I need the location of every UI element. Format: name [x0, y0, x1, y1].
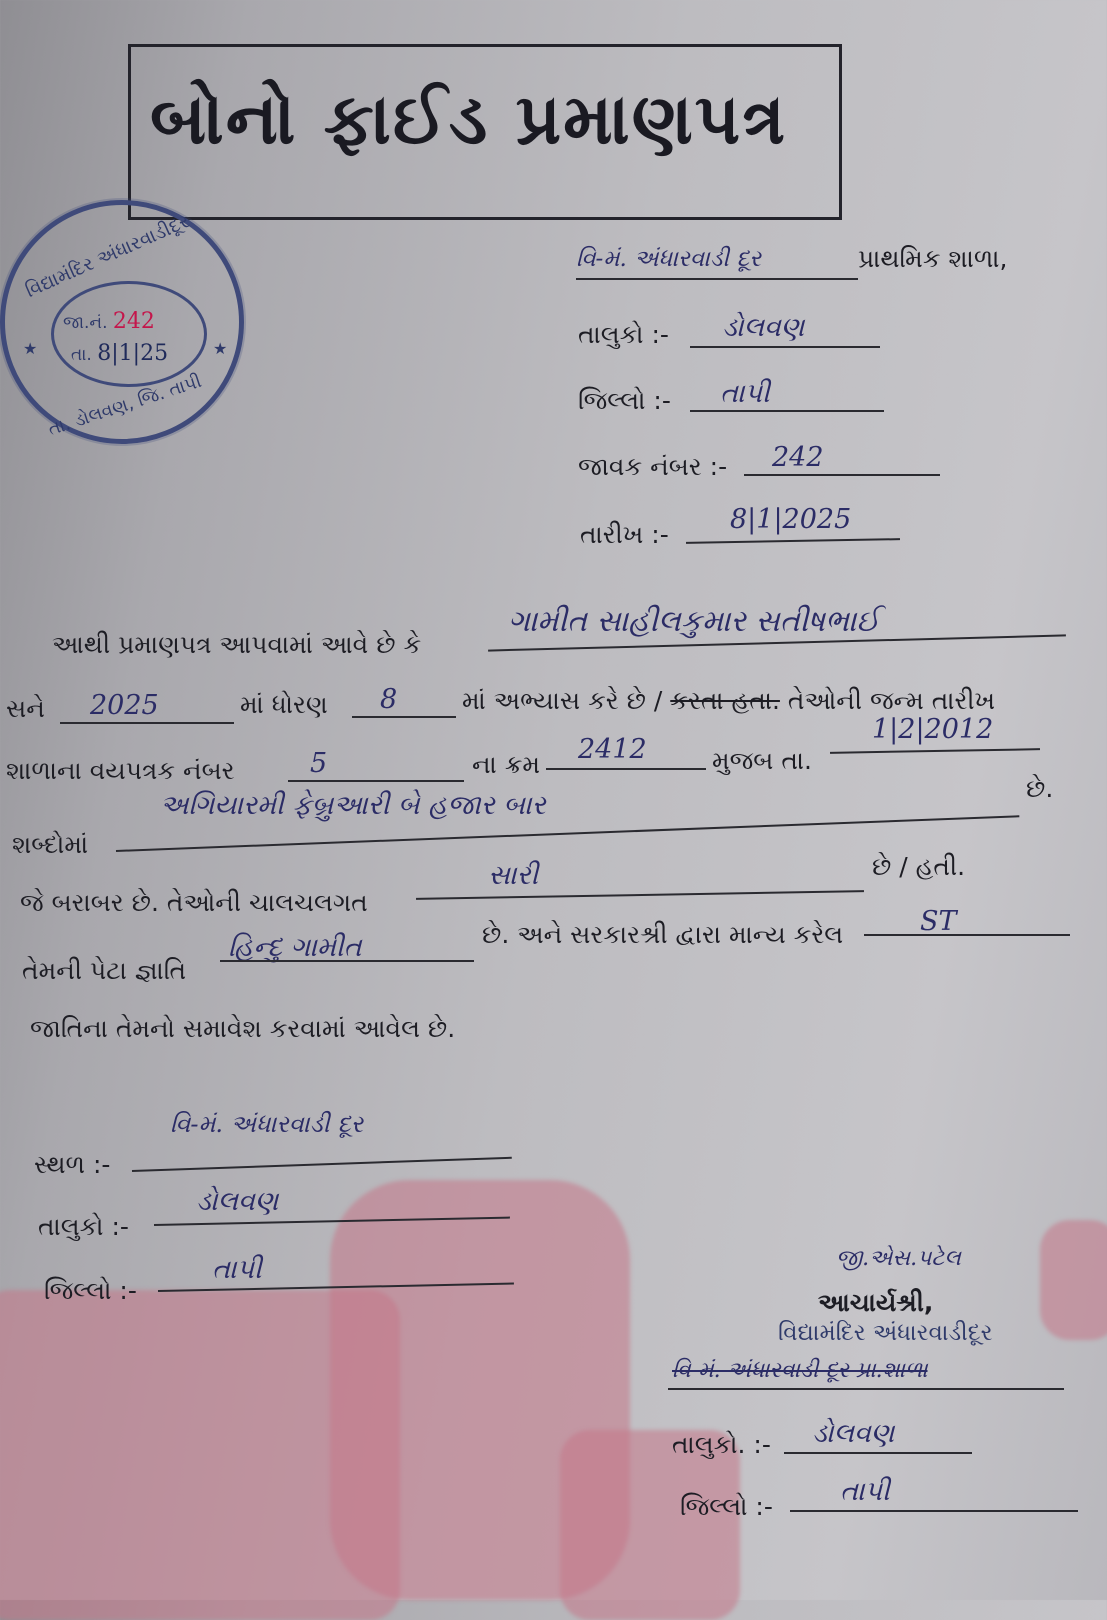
caste-prefix: તેમની પેટા જ્ઞાતિ: [22, 956, 187, 985]
study-text: [462, 686, 995, 716]
register-value: 5: [310, 748, 328, 779]
conduct-value: સારી: [488, 860, 539, 891]
footer-jilla-value: તાપી: [212, 1254, 262, 1285]
std-line: [352, 716, 456, 718]
mujab-label: મુજબ તા.: [712, 746, 812, 775]
che-end: છે.: [1026, 774, 1054, 803]
stamp-inner-ring: [51, 281, 207, 387]
kram-value: 2412: [578, 734, 647, 765]
principal-jilla-line: [790, 1510, 1078, 1512]
header-tarikh-value: 8|1|2025: [730, 504, 852, 535]
star-icon: ★: [213, 339, 228, 358]
category-value: ST: [920, 906, 957, 937]
footer-jilla-label: જિલ્લો :-: [44, 1276, 137, 1305]
kram-label: ના ક્રમ: [472, 750, 540, 779]
stamp-date-row: [71, 341, 168, 366]
stamp-date-label: તા.: [71, 345, 92, 365]
header-tarikh-line: [686, 538, 900, 544]
stamp-jan-row: [63, 309, 155, 334]
header-jilla-line: [690, 410, 884, 412]
conduct-suffix: છે / હતી.: [872, 852, 966, 881]
conduct-line: [416, 890, 864, 900]
header-javak-value: 242: [772, 442, 824, 473]
dob-value: 1|2|2012: [872, 714, 994, 745]
principal-school-line: વિ-મં. અંધારવાડી દૂર પ્રા.શાળા: [672, 1358, 928, 1383]
sthal-line: [132, 1157, 512, 1172]
header-tarikh-label: તારીખ :-: [580, 520, 669, 549]
body-line1-prefix: આથી પ્રમાણપત્ર આપવામાં આવે છે કે: [52, 630, 422, 659]
principal-school-underline: [668, 1388, 1064, 1390]
register-label: શાળાના વયપત્રક નંબર: [6, 756, 235, 785]
stamp-jan-value: 242: [112, 309, 155, 334]
year-value: 2025: [90, 690, 159, 721]
header-taluka-line: [690, 346, 880, 348]
school-underline: [576, 278, 858, 280]
principal-taluka-label: તાલુકો. :-: [672, 1430, 771, 1459]
dob-line: [830, 748, 1040, 754]
header-taluka-label: તાલુકો :-: [578, 320, 669, 349]
std-value: 8: [380, 684, 398, 715]
year-line: [60, 722, 234, 724]
stamp-outer-text: વિદ્યામંદિર અંધારવાડીદૂર: [22, 209, 194, 303]
school-name-hand: વિ-મં. અંધારવાડી દૂર: [576, 246, 761, 272]
sthal-label: સ્થળ :-: [34, 1150, 111, 1179]
footer-taluka-label: તાલુકો :-: [38, 1212, 129, 1241]
principal-jilla-label: જિલ્લો :-: [680, 1492, 773, 1521]
category-line: [864, 934, 1070, 936]
paper-stain: [1040, 1220, 1107, 1340]
stamp-jan-label: જા.નં.: [63, 313, 108, 333]
header-jilla-label: જિલ્લો :-: [578, 386, 671, 415]
principal-taluka-value: ડોલવણ: [812, 1418, 895, 1449]
principal-taluka-line: [784, 1452, 972, 1454]
header-jilla-value: તાપી: [720, 378, 770, 409]
header-taluka-value: ડોલવણ: [722, 312, 805, 343]
principal-school-stamp: વિદ્યામંદિર અંધારવાડીદૂર: [778, 1320, 993, 1346]
school-stamp: [0, 200, 244, 444]
principal-role: આચાર્યશ્રી,: [818, 1288, 934, 1317]
student-name: ગામીત સાહીલકુમાર સતીષભાઈ: [508, 604, 880, 639]
dob-words: અગિયારમી ફેબ્રુઆરી બે હજાર બાર: [160, 790, 546, 821]
stamp-bottom-text: તા. ડોલવણ, જિ. તાપી: [45, 370, 205, 441]
certificate-title: બોનો ફાઈડ પ્રમાણપત્ર: [150, 78, 788, 160]
register-line: [288, 780, 464, 782]
sthal-value: વિ-મં. અંધારવાડી દૂર: [170, 1110, 364, 1138]
dob-intro: તેઓની જન્મ તારીખ: [787, 686, 996, 715]
school-suffix: પ્રાથમિક શાળા,: [858, 244, 1008, 273]
footer-taluka-value: ડોલવણ: [196, 1186, 279, 1217]
std-label: માં ધોરણ: [240, 690, 328, 719]
header-javak-label: જાવક નંબર :-: [578, 452, 728, 481]
star-icon: ★: [23, 339, 38, 358]
words-label: શબ્દોમાં: [12, 830, 89, 859]
kram-line: [546, 768, 706, 770]
caste-mid: છે. અને સરકારશ્રી દ્વારા માન્ય કરેલ: [482, 920, 844, 949]
sane-label: સને: [6, 694, 45, 723]
principal-signature: જી.એસ.પટેલ: [836, 1246, 961, 1271]
header-javak-line: [744, 474, 940, 476]
study-text-struck: કરતા હતા.: [670, 686, 780, 715]
last-line: જાતિના તેમનો સમાવેશ કરવામાં આવેલ છે.: [30, 1014, 456, 1043]
conduct-prefix: જે બરાબર છે. તેઓની ચાલચલગત: [20, 888, 368, 917]
caste-value: હિન્દુ ગામીત: [228, 932, 362, 963]
caste-line: [220, 960, 474, 962]
study-text-main: માં અભ્યાસ કરે છે /: [462, 686, 663, 715]
principal-jilla-value: તાપી: [840, 1476, 890, 1507]
stamp-date-value: 8|1|25: [97, 341, 169, 366]
